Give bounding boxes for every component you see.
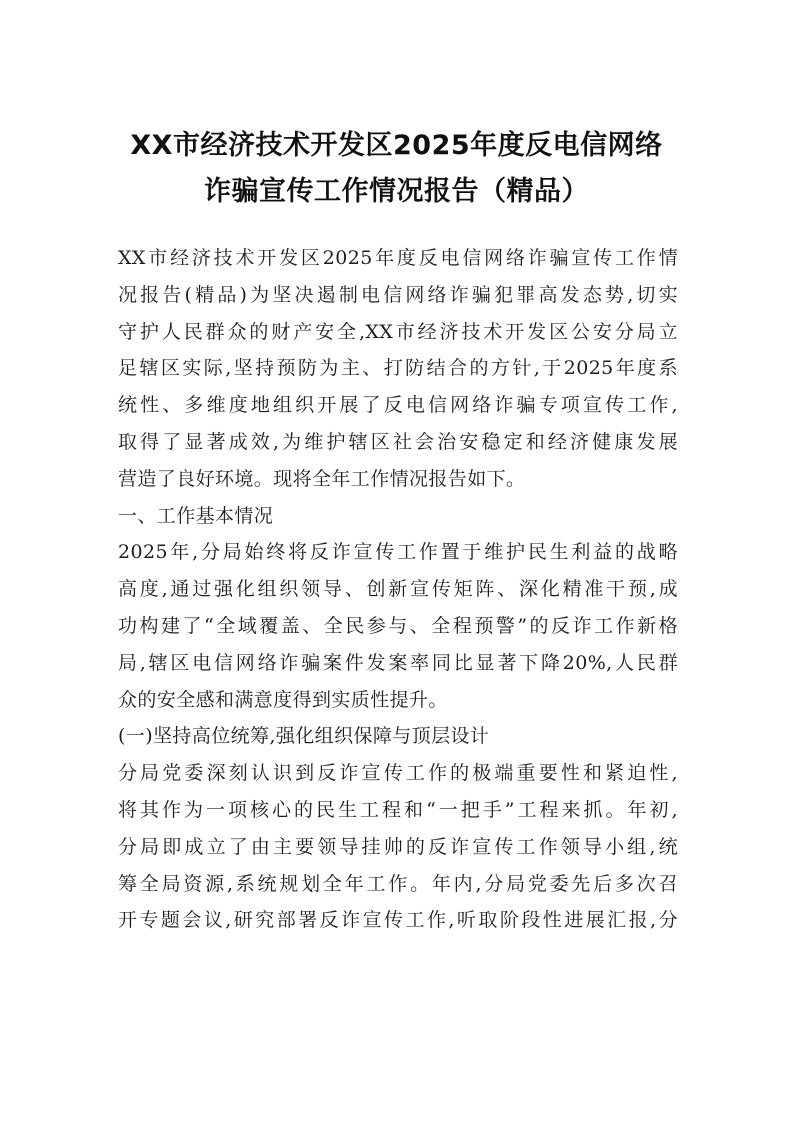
body-line: 足辖区实际,坚持预防为主、打防结合的方针,于2025年度系 [118, 357, 678, 380]
document-title-line-1: XX市经济技术开发区2025年度反电信网络 [130, 130, 663, 161]
body-line: 将其作为一项核心的民生工程和“一把手”工程来抓。年初, [118, 798, 678, 821]
body-line: 功构建了“全域覆盖、全民参与、全程预警”的反诈工作新格 [118, 614, 678, 637]
body-line: 守护人民群众的财产安全,XX市经济技术开发区公安分局立 [118, 320, 678, 343]
body-line: 分局党委深刻认识到反诈宣传工作的极端重要性和紧迫性, [118, 762, 678, 785]
body-line: 分局即成立了由主要领导挂帅的反诈宣传工作领导小组,统 [118, 835, 678, 858]
body-line: 局,辖区电信网络诈骗案件发案率同比显著下降20%,人民群 [118, 651, 678, 674]
body-line: 营造了良好环境。现将全年工作情况报告如下。 [118, 467, 526, 490]
document-title-line-2: 诈骗宣传工作情况报告（精品） [204, 176, 589, 207]
body-line: 况报告(精品)为坚决遏制电信网络诈骗犯罪高发态势,切实 [118, 283, 678, 306]
body-line: 筹全局资源,系统规划全年工作。年内,分局党委先后多次召 [118, 872, 678, 895]
body-line: 开专题会议,研究部署反诈宣传工作,听取阶段性进展汇报,分 [118, 909, 678, 932]
body-line: 取得了显著成效,为维护辖区社会治安稳定和经济健康发展 [118, 430, 678, 453]
body-line: XX市经济技术开发区2025年度反电信网络诈骗宣传工作情 [118, 247, 678, 269]
document-body [118, 240, 678, 939]
body-line: 众的安全感和满意度得到实质性提升。 [118, 688, 448, 711]
body-line: 统性、多维度地组织开展了反电信网络诈骗专项宣传工作, [118, 394, 678, 417]
body-line: 高度,通过强化组织领导、创新宣传矩阵、深化精准干预,成 [118, 578, 678, 601]
section-heading: 一、工作基本情况 [118, 504, 274, 527]
body-line: 2025年,分局始终将反诈宣传工作置于维护民生利益的战略 [118, 541, 678, 564]
subsection-heading: (一)坚持高位统筹,强化组织保障与顶层设计 [118, 725, 490, 748]
